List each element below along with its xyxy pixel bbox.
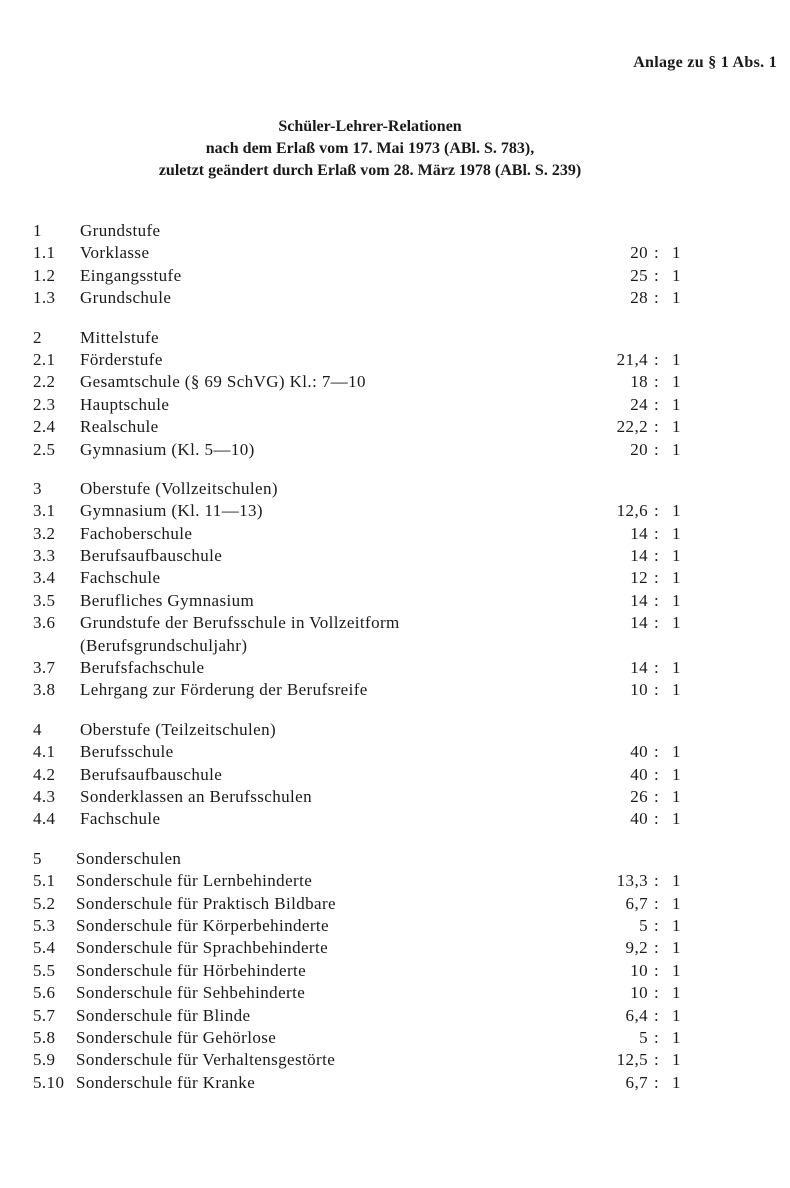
ratio-value: 12 (630, 568, 648, 588)
table-row (0, 1027, 790, 1049)
table-row (0, 1049, 790, 1071)
title-line-3: zuletzt geändert durch Erlaß vom 28. März 1978 (ABl. S. 239) (158, 162, 582, 179)
ratio-colon: : (654, 786, 660, 806)
item-label: Lehrgang zur Förderung der Berufsreife (80, 680, 368, 700)
ratio-divisor: 1 (672, 501, 681, 521)
section-heading (0, 478, 790, 500)
item-number: 3.4 (33, 568, 56, 588)
ratio-value: 10 (630, 680, 648, 700)
document-title (0, 116, 740, 182)
item-label: Realschule (80, 417, 159, 437)
item-number: 1.2 (33, 265, 56, 285)
ratio-divisor: 1 (672, 983, 681, 1003)
item-number: 5.7 (33, 1005, 56, 1025)
table-row (0, 394, 790, 416)
item-label: Berufsschule (80, 742, 174, 762)
section-2 (0, 327, 790, 461)
item-number: 4.2 (33, 764, 56, 784)
ratio-colon: : (654, 1072, 660, 1092)
ratio-value: 10 (630, 960, 648, 980)
ratio-value: 14 (630, 613, 648, 633)
section-title: Mittelstufe (80, 327, 159, 347)
table-row (0, 786, 790, 808)
ratio-value: 10 (630, 983, 648, 1003)
item-label: (Berufsgrundschuljahr) (80, 635, 248, 655)
ratio-divisor: 1 (672, 349, 681, 369)
item-number: 3.3 (33, 546, 56, 566)
title-line-2: nach dem Erlaß vom 17. Mai 1973 (ABl. S. 783), (205, 140, 535, 157)
ratio-colon: : (654, 893, 660, 913)
ratio-divisor: 1 (672, 1072, 681, 1092)
ratio-value: 5 (639, 1027, 648, 1047)
section-1 (0, 220, 790, 310)
item-number: 3.5 (33, 590, 56, 610)
ratio-colon: : (654, 417, 660, 437)
ratio-divisor: 1 (672, 915, 681, 935)
ratio-value: 14 (630, 546, 648, 566)
ratio-colon: : (654, 764, 660, 784)
ratio-divisor: 1 (672, 893, 681, 913)
ratio-value: 40 (630, 764, 648, 784)
ratio-value: 14 (630, 658, 648, 678)
ratio-value: 21,4 (616, 349, 648, 369)
table-row (0, 893, 790, 915)
item-label: Sonderschule für Kranke (76, 1072, 256, 1092)
table-row (0, 287, 790, 309)
item-label: Grundschule (80, 288, 172, 308)
ratio-divisor: 1 (672, 1027, 681, 1047)
item-number: 2.1 (33, 349, 56, 369)
ratio-divisor: 1 (672, 960, 681, 980)
ratio-divisor: 1 (672, 523, 681, 543)
ratio-value: 40 (630, 809, 648, 829)
item-number: 5.4 (33, 938, 56, 958)
item-label: Sonderschule für Praktisch Bildbare (76, 893, 336, 913)
ratio-divisor: 1 (672, 613, 681, 633)
section-4 (0, 719, 790, 831)
ratio-colon: : (654, 394, 660, 414)
ratio-colon: : (654, 680, 660, 700)
ratio-table (0, 220, 790, 1111)
item-number: 5.8 (33, 1027, 56, 1047)
ratio-colon: : (654, 658, 660, 678)
item-label: Berufsaufbauschule (80, 764, 223, 784)
ratio-divisor: 1 (672, 938, 681, 958)
ratio-value: 6,7 (625, 893, 648, 913)
ratio-colon: : (654, 265, 660, 285)
ratio-colon: : (654, 915, 660, 935)
table-row (0, 439, 790, 461)
ratio-colon: : (654, 501, 660, 521)
ratio-value: 20 (630, 243, 648, 263)
table-row (0, 960, 790, 982)
ratio-divisor: 1 (672, 1050, 681, 1070)
section-title: Oberstufe (Teilzeitschulen) (80, 719, 277, 739)
ratio-divisor: 1 (672, 680, 681, 700)
section-title: Sonderschulen (76, 848, 182, 868)
table-row (0, 764, 790, 786)
ratio-divisor: 1 (672, 372, 681, 392)
item-number: 3.1 (33, 501, 56, 521)
table-row (0, 937, 790, 959)
ratio-value: 6,4 (625, 1005, 648, 1025)
item-label: Sonderschule für Körperbehinderte (76, 915, 330, 935)
item-number: 4.3 (33, 786, 56, 806)
ratio-colon: : (654, 546, 660, 566)
ratio-divisor: 1 (672, 243, 681, 263)
table-row (0, 567, 790, 589)
ratio-value: 20 (630, 439, 648, 459)
ratio-value: 5 (639, 915, 648, 935)
ratio-divisor: 1 (672, 590, 681, 610)
item-label: Sonderschule für Lernbehinderte (76, 871, 313, 891)
table-row (0, 1072, 790, 1094)
item-label: Sonderschule für Hörbehinderte (76, 960, 307, 980)
item-number: 1.3 (33, 288, 56, 308)
ratio-value: 26 (630, 786, 648, 806)
ratio-divisor: 1 (672, 568, 681, 588)
section-heading (0, 327, 790, 349)
table-row (0, 523, 790, 545)
item-number: 5.3 (33, 915, 56, 935)
section-title: Grundstufe (80, 221, 161, 240)
item-label: Sonderschule für Verhaltensgestörte (76, 1050, 336, 1070)
ratio-colon: : (654, 1005, 660, 1025)
ratio-value: 14 (630, 523, 648, 543)
ratio-colon: : (654, 243, 660, 263)
ratio-divisor: 1 (672, 1005, 681, 1025)
section-number: 3 (33, 478, 42, 498)
item-number: 4.1 (33, 742, 56, 762)
item-number: 3.7 (33, 658, 56, 678)
section-heading (0, 220, 790, 242)
table-row (0, 982, 790, 1004)
item-number: 2.3 (33, 394, 56, 414)
ratio-colon: : (654, 809, 660, 829)
item-label: Sonderschule für Sprachbehinderte (76, 938, 329, 958)
table-row (0, 657, 790, 679)
item-label: Hauptschule (80, 394, 170, 414)
item-label: Vorklasse (80, 243, 150, 263)
table-row (0, 635, 790, 657)
ratio-value: 6,7 (625, 1072, 648, 1092)
table-row (0, 242, 790, 264)
item-number: 1.1 (33, 243, 56, 263)
item-number: 3.8 (33, 680, 56, 700)
ratio-colon: : (654, 983, 660, 1003)
item-label: Gymnasium (Kl. 5—10) (80, 439, 255, 459)
ratio-divisor: 1 (672, 394, 681, 414)
ratio-value: 28 (630, 288, 648, 308)
ratio-divisor: 1 (672, 786, 681, 806)
section-title: Oberstufe (Vollzeitschulen) (80, 478, 278, 498)
ratio-divisor: 1 (672, 439, 681, 459)
section-heading (0, 848, 790, 870)
ratio-value: 22,2 (616, 417, 648, 437)
ratio-colon: : (654, 568, 660, 588)
table-row (0, 500, 790, 522)
item-number: 3.2 (33, 523, 56, 543)
section-5 (0, 848, 790, 1094)
ratio-colon: : (654, 742, 660, 762)
item-number: 5.6 (33, 983, 56, 1003)
table-row (0, 545, 790, 567)
ratio-divisor: 1 (672, 871, 681, 891)
ratio-divisor: 1 (672, 265, 681, 285)
ratio-divisor: 1 (672, 417, 681, 437)
ratio-colon: : (654, 349, 660, 369)
table-row (0, 1005, 790, 1027)
item-label: Fachschule (80, 568, 161, 588)
ratio-value: 12,6 (616, 501, 648, 521)
item-number: 5.1 (33, 871, 56, 891)
table-row (0, 870, 790, 892)
ratio-divisor: 1 (672, 658, 681, 678)
item-label: Berufsaufbauschule (80, 546, 223, 566)
table-row (0, 349, 790, 371)
ratio-colon: : (654, 960, 660, 980)
table-row (0, 808, 790, 830)
ratio-value: 18 (630, 372, 648, 392)
item-label: Sonderschule für Blinde (76, 1005, 251, 1025)
ratio-colon: : (654, 938, 660, 958)
table-row (0, 679, 790, 701)
ratio-value: 40 (630, 742, 648, 762)
item-label: Gesamtschule (§ 69 SchVG) Kl.: 7—10 (80, 372, 366, 392)
ratio-divisor: 1 (672, 809, 681, 829)
item-number: 2.2 (33, 372, 56, 392)
item-number: 5.10 (33, 1072, 65, 1092)
section-number: 2 (33, 327, 42, 347)
section-heading (0, 719, 790, 741)
ratio-colon: : (654, 288, 660, 308)
item-label: Gymnasium (Kl. 11—13) (80, 501, 263, 521)
ratio-divisor: 1 (672, 546, 681, 566)
table-row (0, 590, 790, 612)
item-label: Fachschule (80, 809, 161, 829)
ratio-colon: : (654, 523, 660, 543)
item-label: Sonderklassen an Berufsschulen (80, 786, 313, 806)
item-number: 5.2 (33, 893, 56, 913)
table-row (0, 416, 790, 438)
ratio-value: 25 (630, 265, 648, 285)
ratio-colon: : (654, 372, 660, 392)
item-label: Fachoberschule (80, 523, 193, 543)
item-label: Sonderschule für Sehbehinderte (76, 983, 306, 1003)
ratio-colon: : (654, 1050, 660, 1070)
title-line-1: Schüler-Lehrer-Relationen (278, 118, 462, 135)
ratio-value: 9,2 (625, 938, 648, 958)
item-label: Sonderschule für Gehörlose (76, 1027, 277, 1047)
table-row (0, 741, 790, 763)
ratio-value: 13,3 (616, 871, 648, 891)
item-label: Eingangsstufe (80, 265, 182, 285)
section-number: 5 (33, 848, 42, 868)
ratio-divisor: 1 (672, 288, 681, 308)
item-label: Berufsfachschule (80, 658, 205, 678)
item-number: 2.5 (33, 439, 56, 459)
item-number: 4.4 (33, 809, 56, 829)
ratio-colon: : (654, 1027, 660, 1047)
section-number: 1 (33, 221, 42, 240)
ratio-value: 24 (630, 394, 648, 414)
ratio-colon: : (654, 613, 660, 633)
ratio-divisor: 1 (672, 764, 681, 784)
section-3 (0, 478, 790, 702)
annex-reference: Anlage zu § 1 Abs. 1 (633, 54, 777, 71)
item-label: Grundstufe der Berufsschule in Vollzeitform (80, 613, 400, 633)
ratio-value: 12,5 (616, 1050, 648, 1070)
ratio-colon: : (654, 439, 660, 459)
item-number: 5.9 (33, 1050, 56, 1070)
table-row (0, 265, 790, 287)
table-row (0, 371, 790, 393)
section-number: 4 (33, 719, 42, 739)
table-row (0, 915, 790, 937)
item-label: Förderstufe (80, 349, 163, 369)
item-number: 3.6 (33, 613, 56, 633)
item-number: 2.4 (33, 417, 56, 437)
item-number: 5.5 (33, 960, 56, 980)
ratio-colon: : (654, 590, 660, 610)
ratio-divisor: 1 (672, 742, 681, 762)
table-row (0, 612, 790, 634)
ratio-colon: : (654, 871, 660, 891)
item-label: Berufliches Gymnasium (80, 590, 255, 610)
ratio-value: 14 (630, 590, 648, 610)
